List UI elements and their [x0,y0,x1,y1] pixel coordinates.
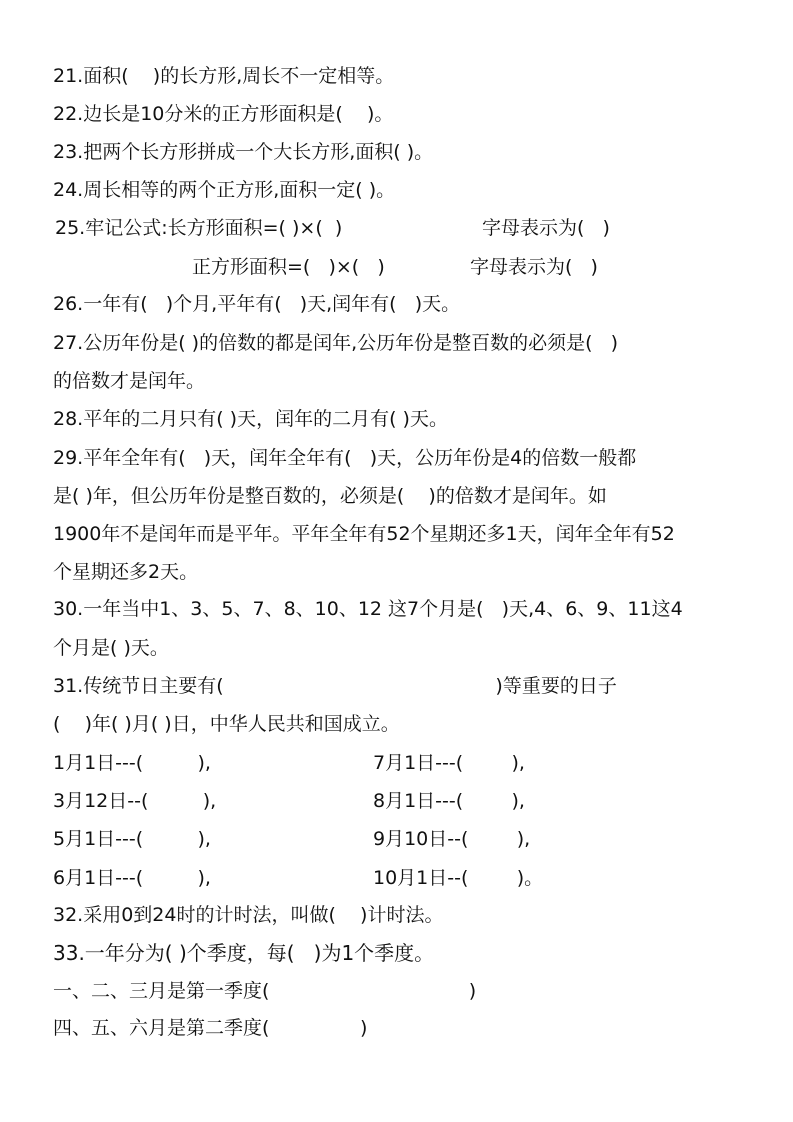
question-24: 24.周长相等的两个正方形,面积一定( )。 [53,179,396,201]
dates-row-3 [0,827,793,851]
question-29-line2: 是( )年，但公历年份是整百数的，必须是( )的倍数才是闰年。如 [53,485,607,507]
dates-row-4 [0,866,793,890]
question-29-line3: 1900年不是闰年而是平年。平年全年有52个星期还多1天，闰年全年有52 [53,523,675,545]
question-28: 28.平年的二月只有( )天，闰年的二月有( )天。 [53,408,448,430]
quarter-2: 四、五、六月是第二季度( ) [53,1017,368,1039]
dates-row-2 [0,789,793,813]
rectangle-letter-formula: 字母表示为( ) [482,217,610,239]
question-30-line1: 30.一年当中1、3、5、7、8、10、12 这7个月是( )天,4、6、9、11这4 [53,598,683,620]
date-jul-1: 7月1日---( ), [373,752,525,774]
question-33: 33.一年分为( )个季度，每( )为1个季度。 [53,941,435,965]
date-sep-10: 9月10日--( ), [373,828,531,850]
rectangle-area-formula: 25.牢记公式:长方形面积=( )×( ) [55,217,343,239]
question-21: 21.面积( )的长方形,周长不一定相等。 [53,65,395,87]
question-27-line2: 的倍数才是闰年。 [53,370,206,392]
date-may-1: 5月1日---( ), [53,828,211,850]
question-27-line1: 27.公历年份是( )的倍数的都是闰年,公历年份是整百数的必须是( ) [53,332,619,354]
date-mar-12: 3月12日--( ), [53,790,217,812]
square-letter-formula: 字母表示为( ) [470,256,598,278]
question-23: 23.把两个长方形拼成一个大长方形,面积( )。 [53,141,434,163]
question-22: 22.边长是10分米的正方形面积是( )。 [53,103,394,125]
dates-row-1 [0,751,793,775]
question-31-line1: 31.传统节日主要有( )等重要的日子 [53,675,617,697]
quarter-1: 一、二、三月是第一季度( ) [53,980,477,1002]
date-aug-1: 8月1日---( ), [373,790,525,812]
question-30-line2: 个月是( )天。 [53,637,169,659]
question-25-row2 [0,255,793,279]
date-jan-1: 1月1日---( ), [53,752,211,774]
question-29-line1: 29.平年全年有( )天，闰年全年有( )天，公历年份是4的倍数一般都 [53,447,637,469]
question-32: 32.采用0到24时的计时法，叫做( )计时法。 [53,904,444,926]
question-31-line2: ( )年( )月( )日，中华人民共和国成立。 [53,713,400,735]
question-29-line4: 个星期还多2天。 [53,561,199,583]
date-jun-1: 6月1日---( ), [53,867,211,889]
date-oct-1: 10月1日--( )。 [373,867,544,889]
question-26: 26.一年有( )个月,平年有( )天,闰年有( )天。 [53,293,461,315]
square-area-formula: 正方形面积=( )×( ) [192,256,385,278]
question-25-row1 [0,216,793,240]
